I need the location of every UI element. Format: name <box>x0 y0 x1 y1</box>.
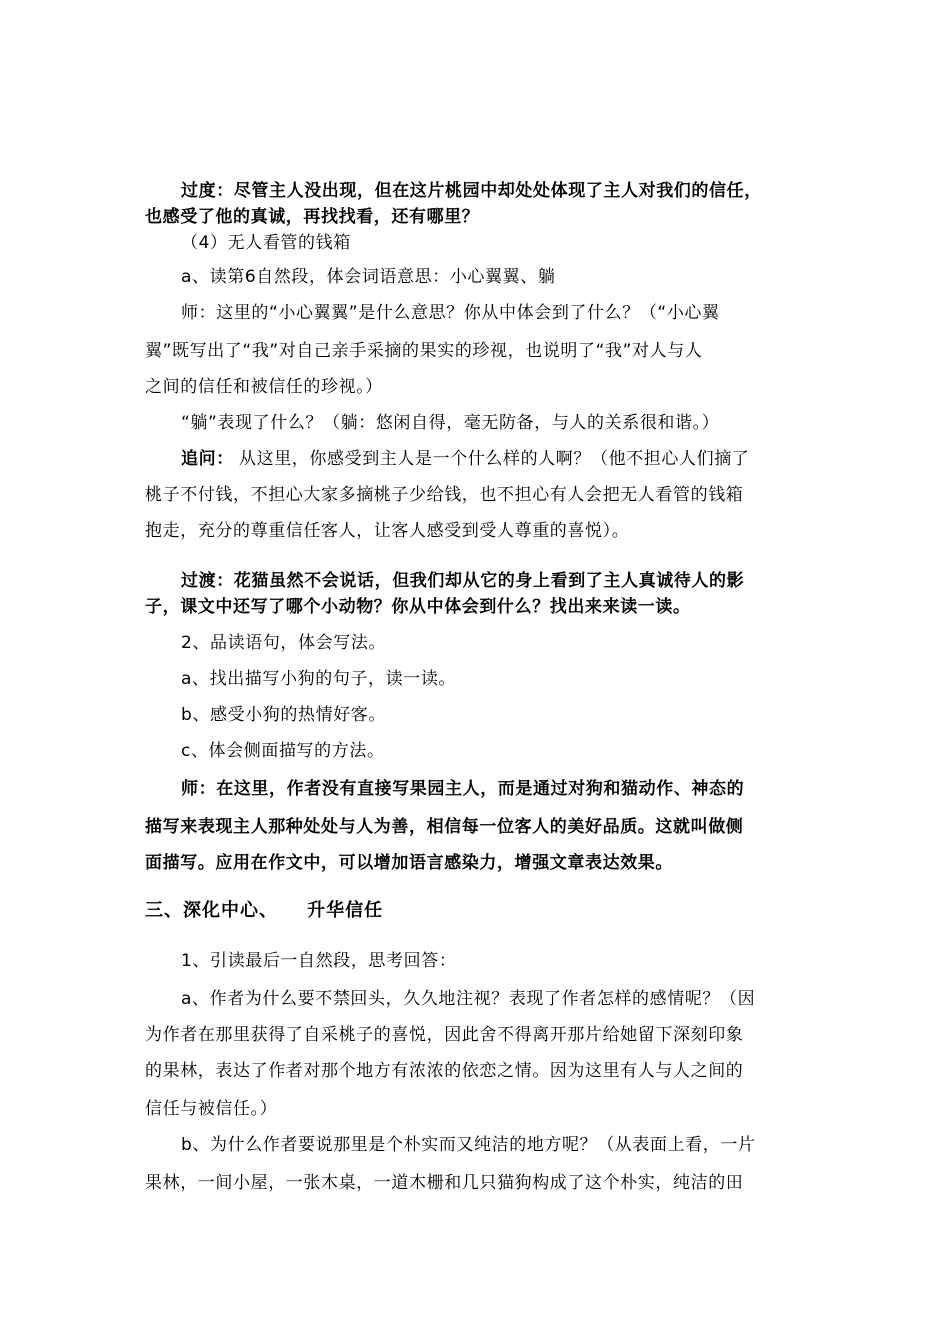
paragraph-line: 的果林，表达了作者对那个地方有浓浓的依恋之情。因为这里有人与人之间的 <box>145 1061 744 1081</box>
paragraph-line: 也感受了他的真诚，再找找看，还有哪里？ <box>145 207 480 227</box>
paragraph-line: 1、引读最后一自然段，思考回答： <box>181 951 457 971</box>
paragraph-line: 子，课文中还写了哪个小动物？你从中体会到什么？找出来来读一读。 <box>145 597 691 617</box>
paragraph-line: 面描写。应用在作文中，可以增加语言感染力，增强文章表达效果。 <box>145 853 673 873</box>
paragraph-line: 师：在这里，作者没有直接写果园主人，而是通过对狗和猫动作、神态的 <box>181 779 745 799</box>
paragraph-line: b、感受小狗的热情好客。 <box>181 705 386 725</box>
paragraph-line: b、为什么作者要说那里是个朴实而又纯洁的地方呢？（从表面上看，一片 <box>181 1135 756 1155</box>
paragraph-line: 桃子不付钱，不担心大家多摘桃子少给钱，也不担心有人会把无人看管的钱箱 <box>145 485 744 505</box>
paragraph-line: a、读第6自然段，体会词语意思：小心翼翼、躺 <box>181 267 556 287</box>
paragraph-line: 果林，一间小屋，一张木桌，一道木栅和几只猫狗构成了这个朴实，纯洁的田 <box>145 1173 744 1193</box>
paragraph-line: （4）无人看管的钱箱 <box>181 233 351 253</box>
paragraph-line: 信任与被信任。） <box>145 1099 278 1119</box>
paragraph-line: 师：这里的“小心翼翼”是什么意思？你从中体会到了什么？（“小心翼 <box>181 303 720 323</box>
paragraph-line: 描写来表现主人那种处处与人为善，相信每一位客人的美好品质。这就叫做侧 <box>145 817 744 837</box>
paragraph-line: 2、品读语句，体会写法。 <box>181 633 387 653</box>
paragraph-line: 抱走，充分的尊重信任客人，让客人感受到受人尊重的喜悦）。 <box>145 521 630 541</box>
paragraph-line: 过度：尽管主人没出现，但在这片桃园中却处处体现了主人对我们的信任， <box>181 181 762 201</box>
paragraph-line: c、体会侧面描写的方法。 <box>181 741 385 761</box>
section-heading: 三、深化中心、 升华信任 <box>145 900 384 921</box>
paragraph-line: a、作者为什么要不禁回头，久久地注视？表现了作者怎样的感情呢？（因 <box>181 989 756 1009</box>
paragraph-line: 过渡：花猫虽然不会说话，但我们却从它的身上看到了主人真诚待人的影 <box>181 571 745 591</box>
paragraph-line: 翼”既写出了“我”对自己亲手采摘的果实的珍视，也说明了“我”对人与人 <box>145 341 703 361</box>
paragraph-label: 追问： <box>181 449 234 469</box>
paragraph-line: 从这里，你感受到主人是一个什么样的人啊？（他不担心人们摘了 <box>239 449 750 469</box>
paragraph-line: 为作者在那里获得了自采桃子的喜悦，因此舍不得离开那片给她留下深刻印象 <box>145 1025 744 1045</box>
paragraph-line: 之间的信任和被信任的珍视。） <box>145 377 383 397</box>
paragraph-line: “躺”表现了什么？（躺：悠闲自得，毫无防备，与人的关系很和谐。） <box>181 413 720 433</box>
paragraph-line: a、找出描写小狗的句子，读一读。 <box>181 669 457 689</box>
